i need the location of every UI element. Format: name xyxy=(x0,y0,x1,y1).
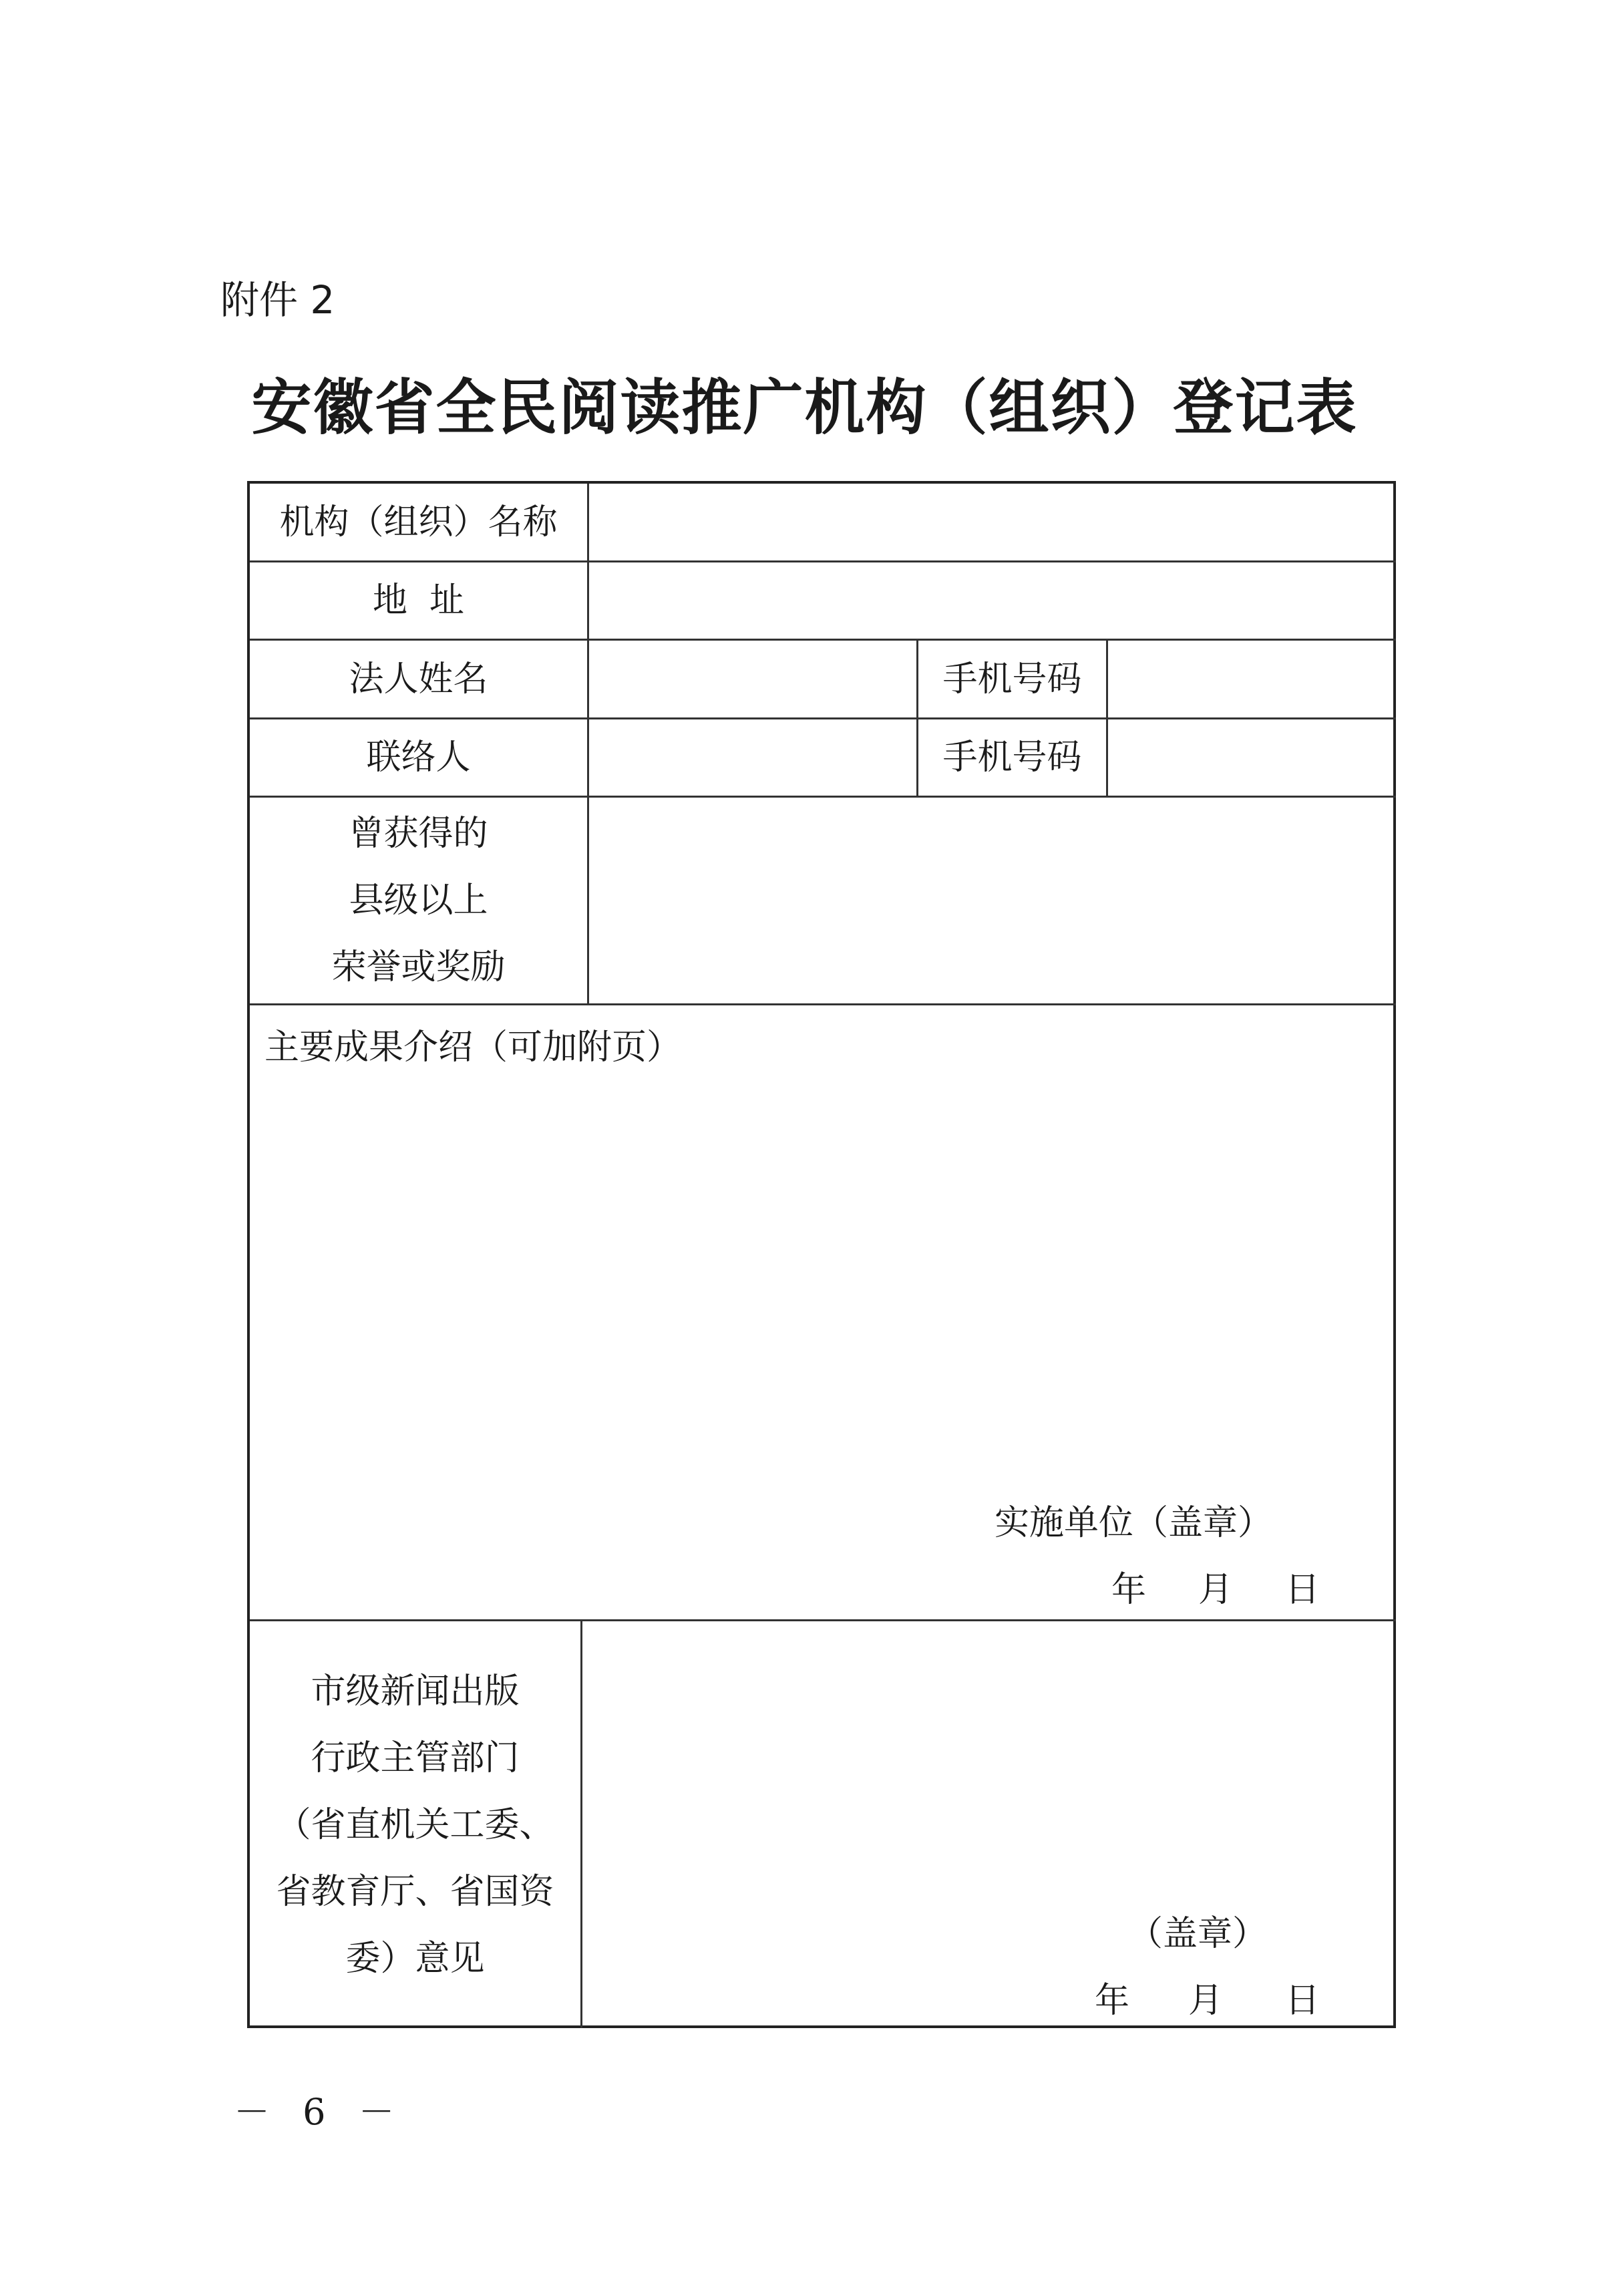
dept-seal-label: （盖章） xyxy=(1128,1914,1268,1954)
contact-phone-field[interactable] xyxy=(1108,719,1396,796)
phone-label: 手机号码 xyxy=(942,659,1082,699)
phone-label: 手机号码 xyxy=(942,737,1082,778)
legal-rep-field[interactable] xyxy=(589,641,916,717)
dept-date-month: 月 xyxy=(1188,1981,1224,2021)
honors-label xyxy=(250,798,587,1003)
implementer-date-year: 年 xyxy=(1111,1570,1147,1610)
attachment-label: 附件 2 xyxy=(220,277,335,323)
legal-rep-phone-field[interactable] xyxy=(1108,641,1396,717)
honors-label-line: 县级以上 xyxy=(349,880,488,921)
honors-label-line: 曾获得的 xyxy=(349,814,488,854)
row-divider xyxy=(250,1003,1396,1005)
contact-field[interactable] xyxy=(589,719,916,796)
dept-date-year: 年 xyxy=(1095,1981,1130,2021)
page-number: － 6 － xyxy=(234,2091,405,2133)
honors-field[interactable] xyxy=(589,798,1396,1003)
col-divider xyxy=(580,1619,582,2028)
address-field[interactable] xyxy=(589,562,1396,639)
dept-label-line: 市级新闻出版 xyxy=(311,1671,520,1711)
registration-form xyxy=(247,481,1396,2028)
achievements-label: 主要成果介绍（可加附页） xyxy=(264,1027,682,1068)
org-name-field[interactable] xyxy=(589,484,1396,560)
implementer-date-day: 日 xyxy=(1285,1570,1320,1610)
dept-label-line: 省教育厅、省国资 xyxy=(276,1871,554,1912)
org-name-label: 机构（组织）名称 xyxy=(279,502,558,542)
dept-opinion-label xyxy=(250,1621,580,2028)
honors-label-line: 荣誉或奖励 xyxy=(331,947,506,987)
dept-date-day: 日 xyxy=(1285,1981,1320,2021)
address-label: 地 址 xyxy=(372,581,465,621)
dept-label-line: 行政主管部门 xyxy=(311,1738,520,1778)
dept-label-line: （省直机关工委、 xyxy=(276,1804,554,1845)
dept-label-line: 委）意见 xyxy=(345,1938,485,1979)
contact-label: 联络人 xyxy=(366,737,471,778)
document-title: 安徽省全民阅读推广机构（组织）登记表 xyxy=(251,372,1358,443)
implementer-date-month: 月 xyxy=(1198,1570,1234,1610)
implementer-seal-label: 实施单位（盖章） xyxy=(995,1503,1273,1543)
legal-rep-label: 法人姓名 xyxy=(349,659,488,699)
